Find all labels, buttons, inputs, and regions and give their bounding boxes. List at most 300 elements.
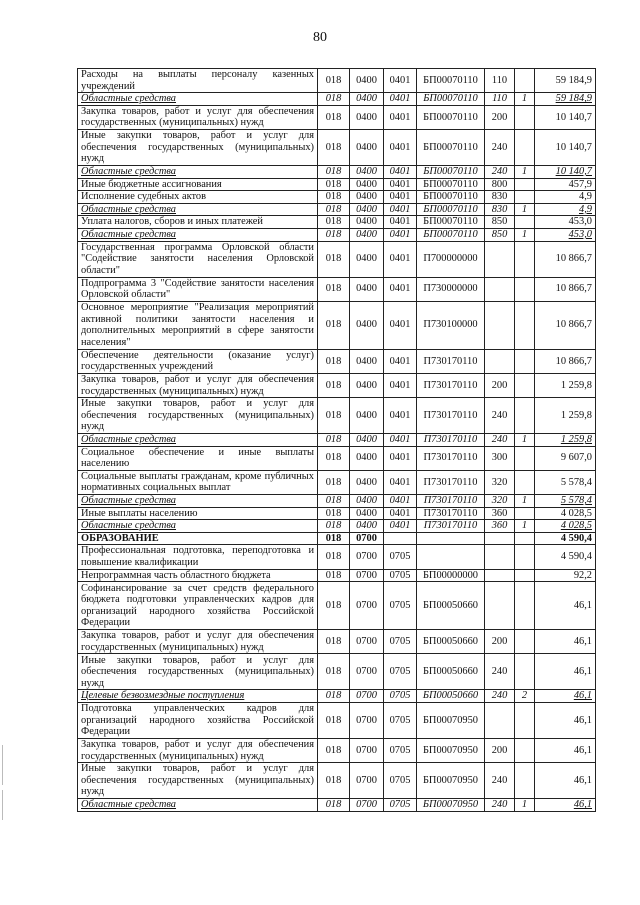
section-code-cell: 0400: [350, 203, 384, 216]
funding-source-cell: 1: [515, 165, 535, 178]
expense-type-code-cell: [485, 545, 515, 569]
target-article-code-cell: П730170110: [417, 349, 485, 373]
ministry-code-cell: 018: [318, 191, 350, 204]
table-row: [78, 690, 596, 703]
table-row: [78, 763, 596, 799]
funding-source-cell: 2: [515, 690, 535, 703]
amount-cell: 46,1: [535, 630, 596, 654]
row-name-cell: Областные средства: [78, 165, 318, 178]
amount-cell: 5 578,4: [535, 470, 596, 494]
expense-type-code-cell: [485, 582, 515, 630]
section-code-cell: 0700: [350, 703, 384, 739]
row-name-cell: Профессиональная подготовка, переподготовка и повышение квалификации: [78, 545, 318, 569]
row-name-cell: Софинансирование за счет средств федерального бюджета подготовки управленческих кадров для организаций народного хозяйства Российской Федерации: [78, 582, 318, 630]
funding-source-cell: [515, 277, 535, 301]
target-article-code-cell: П730100000: [417, 301, 485, 349]
section-code-cell: 0700: [350, 739, 384, 763]
expense-type-code-cell: [485, 301, 515, 349]
ministry-code-cell: 018: [318, 446, 350, 470]
row-name-cell: Закупка товаров, работ и услуг для обеспечения государственных (муниципальных) нужд: [78, 630, 318, 654]
funding-source-cell: [515, 129, 535, 165]
ministry-code-cell: 018: [318, 654, 350, 690]
table-row: [78, 470, 596, 494]
table-row: [78, 373, 596, 397]
expense-type-code-cell: 360: [485, 507, 515, 520]
ministry-code-cell: 018: [318, 373, 350, 397]
subsection-code-cell: 0705: [384, 582, 417, 630]
ministry-code-cell: 018: [318, 507, 350, 520]
target-article-code-cell: П730000000: [417, 277, 485, 301]
table-row: [78, 799, 596, 812]
funding-source-cell: [515, 654, 535, 690]
row-name-cell: Исполнение судебных актов: [78, 191, 318, 204]
funding-source-cell: [515, 507, 535, 520]
amount-cell: 4 590,4: [535, 545, 596, 569]
target-article-code-cell: БП00070950: [417, 703, 485, 739]
target-article-code-cell: БП00050660: [417, 582, 485, 630]
amount-cell: 46,1: [535, 690, 596, 703]
table-row: [78, 301, 596, 349]
ministry-code-cell: 018: [318, 495, 350, 508]
row-name-cell: Подпрограмма 3 "Содействие занятости населения Орловской области": [78, 277, 318, 301]
section-code-cell: 0400: [350, 105, 384, 129]
table-row: [78, 532, 596, 545]
row-name-cell: Подготовка управленческих кадров для организаций народного хозяйства Российской Федерации: [78, 703, 318, 739]
funding-source-cell: [515, 191, 535, 204]
funding-source-cell: [515, 703, 535, 739]
target-article-code-cell: БП00070110: [417, 216, 485, 229]
target-article-code-cell: БП00070110: [417, 203, 485, 216]
expense-type-code-cell: [485, 241, 515, 277]
expense-type-code-cell: 300: [485, 446, 515, 470]
subsection-code-cell: 0401: [384, 93, 417, 106]
target-article-code-cell: БП00070950: [417, 763, 485, 799]
target-article-code-cell: П730170110: [417, 434, 485, 447]
target-article-code-cell: П730170110: [417, 520, 485, 533]
target-article-code-cell: БП00050660: [417, 654, 485, 690]
subsection-code-cell: 0705: [384, 799, 417, 812]
amount-cell: 92,2: [535, 569, 596, 582]
subsection-code-cell: 0401: [384, 470, 417, 494]
expense-type-code-cell: 240: [485, 398, 515, 434]
section-code-cell: 0400: [350, 520, 384, 533]
ministry-code-cell: 018: [318, 520, 350, 533]
section-code-cell: 0400: [350, 277, 384, 301]
ministry-code-cell: 018: [318, 228, 350, 241]
subsection-code-cell: 0705: [384, 763, 417, 799]
table-row: [78, 654, 596, 690]
table-row: [78, 93, 596, 106]
subsection-code-cell: 0401: [384, 398, 417, 434]
section-code-cell: 0400: [350, 93, 384, 106]
subsection-code-cell: 0401: [384, 349, 417, 373]
section-code-cell: 0700: [350, 582, 384, 630]
row-name-cell: Обеспечение деятельности (оказание услуг) государственных учреждений: [78, 349, 318, 373]
amount-cell: 4 028,5: [535, 520, 596, 533]
subsection-code-cell: 0705: [384, 569, 417, 582]
target-article-code-cell: БП00070110: [417, 165, 485, 178]
section-code-cell: 0400: [350, 178, 384, 191]
row-name-cell: Иные закупки товаров, работ и услуг для обеспечения государственных (муниципальных) нужд: [78, 129, 318, 165]
section-code-cell: 0400: [350, 241, 384, 277]
ministry-code-cell: 018: [318, 398, 350, 434]
amount-cell: 59 184,9: [535, 69, 596, 93]
funding-source-cell: [515, 532, 535, 545]
subsection-code-cell: 0401: [384, 373, 417, 397]
amount-cell: 59 184,9: [535, 93, 596, 106]
section-code-cell: 0700: [350, 690, 384, 703]
expense-type-code-cell: 200: [485, 105, 515, 129]
section-code-cell: 0400: [350, 301, 384, 349]
table-row: [78, 165, 596, 178]
row-name-cell: Основное мероприятие "Реализация мероприятий активной политики занятости населения и дополнительных мероприятий в сфере занятости населения": [78, 301, 318, 349]
section-code-cell: 0700: [350, 630, 384, 654]
budget-table-body: [78, 69, 596, 812]
subsection-code-cell: 0401: [384, 495, 417, 508]
section-code-cell: 0400: [350, 129, 384, 165]
section-code-cell: 0400: [350, 373, 384, 397]
expense-type-code-cell: [485, 349, 515, 373]
table-row: [78, 569, 596, 582]
section-code-cell: 0400: [350, 495, 384, 508]
ministry-code-cell: 018: [318, 178, 350, 191]
section-code-cell: 0700: [350, 763, 384, 799]
row-name-cell: Иные бюджетные ассигнования: [78, 178, 318, 191]
funding-source-cell: [515, 630, 535, 654]
section-code-cell: 0700: [350, 654, 384, 690]
table-row: [78, 277, 596, 301]
target-article-code-cell: БП00070110: [417, 228, 485, 241]
funding-source-cell: 1: [515, 799, 535, 812]
ministry-code-cell: 018: [318, 582, 350, 630]
expense-type-code-cell: [485, 277, 515, 301]
table-row: [78, 69, 596, 93]
amount-cell: 453,0: [535, 228, 596, 241]
target-article-code-cell: БП00000000: [417, 569, 485, 582]
subsection-code-cell: 0705: [384, 545, 417, 569]
expense-type-code-cell: 110: [485, 93, 515, 106]
funding-source-cell: [515, 470, 535, 494]
expense-type-code-cell: 200: [485, 630, 515, 654]
target-article-code-cell: П730170110: [417, 398, 485, 434]
target-article-code-cell: П730170110: [417, 507, 485, 520]
subsection-code-cell: 0401: [384, 228, 417, 241]
ministry-code-cell: 018: [318, 241, 350, 277]
row-name-cell: Иные закупки товаров, работ и услуг для обеспечения государственных (муниципальных) нужд: [78, 398, 318, 434]
expense-type-code-cell: 800: [485, 178, 515, 191]
target-article-code-cell: П730170110: [417, 373, 485, 397]
amount-cell: 10 866,7: [535, 277, 596, 301]
subsection-code-cell: 0705: [384, 703, 417, 739]
table-row: [78, 228, 596, 241]
ministry-code-cell: 018: [318, 545, 350, 569]
row-name-cell: Социальное обеспечение и иные выплаты населению: [78, 446, 318, 470]
funding-source-cell: [515, 545, 535, 569]
expense-type-code-cell: 240: [485, 763, 515, 799]
row-name-cell: Областные средства: [78, 520, 318, 533]
amount-cell: 4 028,5: [535, 507, 596, 520]
budget-table: [77, 68, 596, 812]
ministry-code-cell: 018: [318, 799, 350, 812]
row-name-cell: Областные средства: [78, 799, 318, 812]
funding-source-cell: [515, 582, 535, 630]
subsection-code-cell: 0401: [384, 507, 417, 520]
funding-source-cell: 1: [515, 93, 535, 106]
funding-source-cell: [515, 446, 535, 470]
ministry-code-cell: 018: [318, 434, 350, 447]
funding-source-cell: [515, 241, 535, 277]
ministry-code-cell: 018: [318, 301, 350, 349]
funding-source-cell: [515, 178, 535, 191]
row-name-cell: ОБРАЗОВАНИЕ: [78, 532, 318, 545]
amount-cell: 10 866,7: [535, 241, 596, 277]
target-article-code-cell: П700000000: [417, 241, 485, 277]
target-article-code-cell: БП00070110: [417, 178, 485, 191]
expense-type-code-cell: 360: [485, 520, 515, 533]
subsection-code-cell: 0401: [384, 301, 417, 349]
expense-type-code-cell: 240: [485, 434, 515, 447]
row-name-cell: Социальные выплаты гражданам, кроме публичных нормативных социальных выплат: [78, 470, 318, 494]
table-row: [78, 507, 596, 520]
section-code-cell: 0400: [350, 398, 384, 434]
expense-type-code-cell: [485, 532, 515, 545]
ministry-code-cell: 018: [318, 763, 350, 799]
ministry-code-cell: 018: [318, 630, 350, 654]
target-article-code-cell: БП00070110: [417, 191, 485, 204]
funding-source-cell: [515, 569, 535, 582]
target-article-code-cell: БП00070110: [417, 129, 485, 165]
subsection-code-cell: 0401: [384, 446, 417, 470]
section-code-cell: 0400: [350, 470, 384, 494]
subsection-code-cell: [384, 532, 417, 545]
row-name-cell: Закупка товаров, работ и услуг для обеспечения государственных (муниципальных) нужд: [78, 373, 318, 397]
expense-type-code-cell: 240: [485, 165, 515, 178]
target-article-code-cell: П730170110: [417, 495, 485, 508]
amount-cell: 9 607,0: [535, 446, 596, 470]
expense-type-code-cell: 320: [485, 495, 515, 508]
amount-cell: 46,1: [535, 582, 596, 630]
expense-type-code-cell: 850: [485, 228, 515, 241]
ministry-code-cell: 018: [318, 690, 350, 703]
amount-cell: 1 259,8: [535, 434, 596, 447]
row-name-cell: Непрограммная часть областного бюджета: [78, 569, 318, 582]
ministry-code-cell: 018: [318, 93, 350, 106]
target-article-code-cell: БП00070110: [417, 69, 485, 93]
amount-cell: 453,0: [535, 216, 596, 229]
expense-type-code-cell: 830: [485, 191, 515, 204]
ministry-code-cell: 018: [318, 277, 350, 301]
section-code-cell: 0700: [350, 532, 384, 545]
row-name-cell: Уплата налогов, сборов и иных платежей: [78, 216, 318, 229]
target-article-code-cell: П730170110: [417, 446, 485, 470]
ministry-code-cell: 018: [318, 129, 350, 165]
ministry-code-cell: 018: [318, 703, 350, 739]
funding-source-cell: 1: [515, 228, 535, 241]
funding-source-cell: [515, 301, 535, 349]
table-row: [78, 582, 596, 630]
row-name-cell: Иные закупки товаров, работ и услуг для обеспечения государственных (муниципальных) нужд: [78, 763, 318, 799]
expense-type-code-cell: 200: [485, 373, 515, 397]
amount-cell: 4,9: [535, 203, 596, 216]
funding-source-cell: [515, 349, 535, 373]
ministry-code-cell: 018: [318, 105, 350, 129]
subsection-code-cell: 0401: [384, 105, 417, 129]
section-code-cell: 0400: [350, 165, 384, 178]
target-article-code-cell: БП00070110: [417, 93, 485, 106]
table-row: [78, 203, 596, 216]
expense-type-code-cell: 200: [485, 739, 515, 763]
subsection-code-cell: 0401: [384, 191, 417, 204]
section-code-cell: 0400: [350, 507, 384, 520]
subsection-code-cell: 0401: [384, 129, 417, 165]
table-row: [78, 495, 596, 508]
subsection-code-cell: 0401: [384, 277, 417, 301]
subsection-code-cell: 0705: [384, 654, 417, 690]
row-name-cell: Целевые безвозмездные поступления: [78, 690, 318, 703]
amount-cell: 1 259,8: [535, 398, 596, 434]
subsection-code-cell: 0705: [384, 739, 417, 763]
ministry-code-cell: 018: [318, 203, 350, 216]
subsection-code-cell: 0401: [384, 178, 417, 191]
ministry-code-cell: 018: [318, 569, 350, 582]
section-code-cell: 0400: [350, 349, 384, 373]
target-article-code-cell: БП00070950: [417, 739, 485, 763]
amount-cell: 10 140,7: [535, 129, 596, 165]
amount-cell: 457,9: [535, 178, 596, 191]
expense-type-code-cell: 240: [485, 654, 515, 690]
scan-mark: [2, 745, 3, 785]
funding-source-cell: [515, 739, 535, 763]
amount-cell: 4 590,4: [535, 532, 596, 545]
ministry-code-cell: 018: [318, 165, 350, 178]
row-name-cell: Закупка товаров, работ и услуг для обеспечения государственных (муниципальных) нужд: [78, 739, 318, 763]
expense-type-code-cell: [485, 703, 515, 739]
subsection-code-cell: 0401: [384, 203, 417, 216]
target-article-code-cell: [417, 532, 485, 545]
ministry-code-cell: 018: [318, 532, 350, 545]
row-name-cell: Иные закупки товаров, работ и услуг для обеспечения государственных (муниципальных) нужд: [78, 654, 318, 690]
table-row: [78, 520, 596, 533]
ministry-code-cell: 018: [318, 69, 350, 93]
amount-cell: 46,1: [535, 799, 596, 812]
funding-source-cell: [515, 69, 535, 93]
section-code-cell: 0400: [350, 69, 384, 93]
expense-type-code-cell: 850: [485, 216, 515, 229]
section-code-cell: 0400: [350, 191, 384, 204]
row-name-cell: Иные выплаты населению: [78, 507, 318, 520]
amount-cell: 46,1: [535, 703, 596, 739]
ministry-code-cell: 018: [318, 349, 350, 373]
amount-cell: 10 866,7: [535, 301, 596, 349]
ministry-code-cell: 018: [318, 739, 350, 763]
target-article-code-cell: БП00050660: [417, 690, 485, 703]
funding-source-cell: [515, 105, 535, 129]
amount-cell: 1 259,8: [535, 373, 596, 397]
row-name-cell: Государственная программа Орловской области "Содействие занятости населения Орловской области": [78, 241, 318, 277]
ministry-code-cell: 018: [318, 470, 350, 494]
ministry-code-cell: 018: [318, 216, 350, 229]
amount-cell: 10 140,7: [535, 165, 596, 178]
row-name-cell: Областные средства: [78, 495, 318, 508]
subsection-code-cell: 0705: [384, 690, 417, 703]
subsection-code-cell: 0401: [384, 520, 417, 533]
subsection-code-cell: 0401: [384, 241, 417, 277]
subsection-code-cell: 0401: [384, 69, 417, 93]
table-row: [78, 545, 596, 569]
table-row: [78, 178, 596, 191]
table-row: [78, 129, 596, 165]
row-name-cell: Областные средства: [78, 203, 318, 216]
funding-source-cell: 1: [515, 495, 535, 508]
expense-type-code-cell: 240: [485, 129, 515, 165]
amount-cell: 46,1: [535, 739, 596, 763]
funding-source-cell: [515, 398, 535, 434]
subsection-code-cell: 0401: [384, 165, 417, 178]
table-row: [78, 191, 596, 204]
section-code-cell: 0700: [350, 545, 384, 569]
table-row: [78, 434, 596, 447]
page-number: 80: [313, 30, 327, 45]
table-row: [78, 105, 596, 129]
section-code-cell: 0400: [350, 446, 384, 470]
table-row: [78, 241, 596, 277]
expense-type-code-cell: 240: [485, 799, 515, 812]
row-name-cell: Областные средства: [78, 93, 318, 106]
funding-source-cell: [515, 373, 535, 397]
target-article-code-cell: БП00070110: [417, 105, 485, 129]
table-row: [78, 446, 596, 470]
table-row: [78, 349, 596, 373]
row-name-cell: Закупка товаров, работ и услуг для обеспечения государственных (муниципальных) нужд: [78, 105, 318, 129]
table-row: [78, 703, 596, 739]
funding-source-cell: [515, 763, 535, 799]
expense-type-code-cell: 110: [485, 69, 515, 93]
amount-cell: 46,1: [535, 654, 596, 690]
section-code-cell: 0700: [350, 569, 384, 582]
target-article-code-cell: БП00050660: [417, 630, 485, 654]
funding-source-cell: 1: [515, 520, 535, 533]
amount-cell: 4,9: [535, 191, 596, 204]
scan-mark: [2, 790, 3, 820]
subsection-code-cell: 0401: [384, 216, 417, 229]
amount-cell: 5 578,4: [535, 495, 596, 508]
expense-type-code-cell: [485, 569, 515, 582]
funding-source-cell: 1: [515, 434, 535, 447]
table-row: [78, 398, 596, 434]
expense-type-code-cell: 320: [485, 470, 515, 494]
section-code-cell: 0400: [350, 228, 384, 241]
table-row: [78, 739, 596, 763]
subsection-code-cell: 0705: [384, 630, 417, 654]
table-row: [78, 630, 596, 654]
section-code-cell: 0400: [350, 216, 384, 229]
funding-source-cell: 1: [515, 203, 535, 216]
expense-type-code-cell: 830: [485, 203, 515, 216]
amount-cell: 46,1: [535, 763, 596, 799]
subsection-code-cell: 0401: [384, 434, 417, 447]
section-code-cell: 0700: [350, 799, 384, 812]
row-name-cell: Областные средства: [78, 434, 318, 447]
target-article-code-cell: П730170110: [417, 470, 485, 494]
section-code-cell: 0400: [350, 434, 384, 447]
amount-cell: 10 140,7: [535, 105, 596, 129]
row-name-cell: Расходы на выплаты персоналу казенных учреждений: [78, 69, 318, 93]
amount-cell: 10 866,7: [535, 349, 596, 373]
funding-source-cell: [515, 216, 535, 229]
expense-type-code-cell: 240: [485, 690, 515, 703]
target-article-code-cell: [417, 545, 485, 569]
target-article-code-cell: БП00070950: [417, 799, 485, 812]
